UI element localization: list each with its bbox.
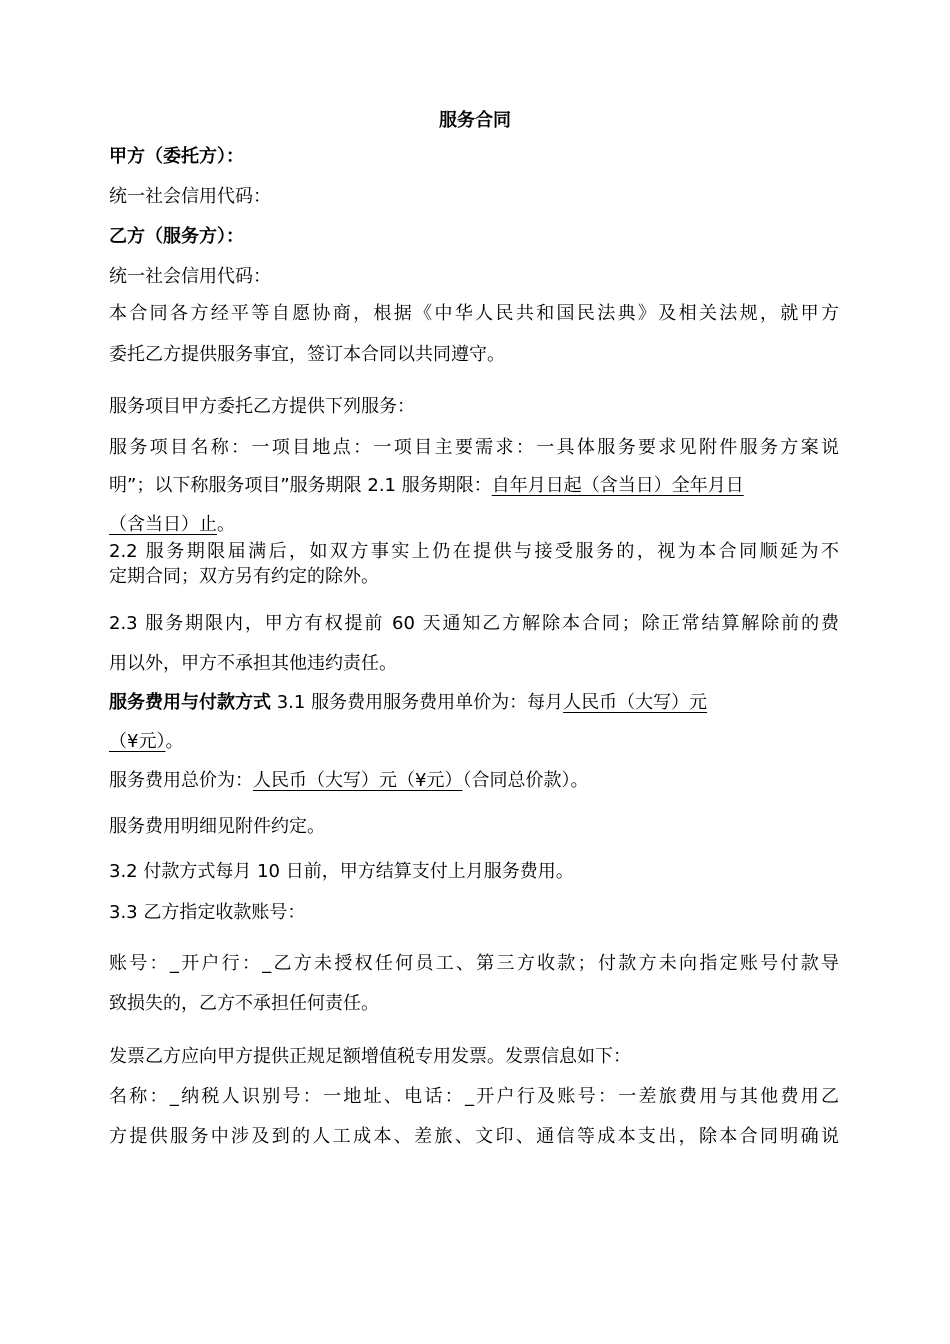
fee-total-suffix: （合同总价款）。 xyxy=(462,770,589,791)
service-items-line-2 xyxy=(109,475,744,497)
payment-3-2-line: 3.2 付款方式每月 10 日前，甲方结算支付上月服务费用。 xyxy=(109,861,574,882)
party-b-credit-code: 统一社会信用代码： xyxy=(109,266,271,287)
clause-2-3-line-2: 用以外，甲方不承担其他违约责任。 xyxy=(109,653,397,674)
party-a-label: 甲方（委托方）： xyxy=(109,146,244,167)
fee-clause-line-1 xyxy=(109,692,707,714)
fee-unit-amount-blank: （¥元） xyxy=(109,731,166,752)
invoice-line-2: 方提供服务中涉及到的人工成本、差旅、文印、通信等成本支出，除本合同明确说 xyxy=(109,1126,839,1147)
intro-line-1: 本合同各方经平等自愿协商，根据《中华人民共和国民法典》及相关法规，就甲方 xyxy=(109,303,839,324)
service-items-heading: 服务项目甲方委托乙方提供下列服务： xyxy=(109,396,415,417)
service-term-text: 明”；以下称服务项目”服务期限 2.1 服务期限： xyxy=(109,475,492,496)
period-mark: 。 xyxy=(217,514,235,535)
clause-2-2-line-2: 定期合同；双方另有约定的除外。 xyxy=(109,566,379,587)
invoice-heading: 发票乙方应向甲方提供正规足额增值税专用发票。发票信息如下： xyxy=(109,1046,631,1067)
fee-detail-line: 服务费用明细见附件约定。 xyxy=(109,816,325,837)
service-term-end-blank: （含当日）止 xyxy=(109,514,217,535)
account-line-1: 账号：_开户行：_乙方未授权任何员工、第三方收款；付款方未向指定账号付款导 xyxy=(109,953,839,974)
fee-total-line xyxy=(109,770,588,792)
document-title: 服务合同 xyxy=(439,110,511,131)
intro-line-2: 委托乙方提供服务事宜，签订本合同以共同遵守。 xyxy=(109,344,505,365)
party-b-label: 乙方（服务方）： xyxy=(109,226,244,247)
service-items-line-3 xyxy=(109,514,235,536)
payment-3-3-line: 3.3 乙方指定收款账号： xyxy=(109,902,306,923)
party-a-credit-code: 统一社会信用代码： xyxy=(109,186,271,207)
period-mark: 。 xyxy=(165,731,184,752)
clause-2-2-line-1: 2.2 服务期限届满后，如双方事实上仍在提供与接受服务的，视为本合同顺延为不 xyxy=(109,541,839,562)
fee-total-blank: 人民币（大写）元（¥元） xyxy=(253,770,463,791)
fee-unit-text: 3.1 服务费用服务费用单价为：每月 xyxy=(271,692,564,713)
account-line-2: 致损失的，乙方不承担任何责任。 xyxy=(109,993,379,1014)
fee-total-label: 服务费用总价为： xyxy=(109,770,253,791)
clause-2-3-line-1: 2.3 服务期限内，甲方有权提前 60 天通知乙方解除本合同；除正常结算解除前的费 xyxy=(109,613,839,634)
fee-heading: 服务费用与付款方式 xyxy=(109,692,271,713)
invoice-line-1: 名称：_纳税人识别号：一地址、电话：_开户行及账号：一差旅费用与其他费用乙 xyxy=(109,1086,839,1107)
fee-unit-blank: 人民币（大写）元 xyxy=(563,692,708,713)
service-term-start-blank: 自年月日起（含当日）全年月日 xyxy=(491,475,744,496)
fee-clause-line-2 xyxy=(109,731,183,753)
service-items-line-1: 服务项目名称：一项目地点：一项目主要需求：一具体服务要求见附件服务方案说 xyxy=(109,437,839,458)
